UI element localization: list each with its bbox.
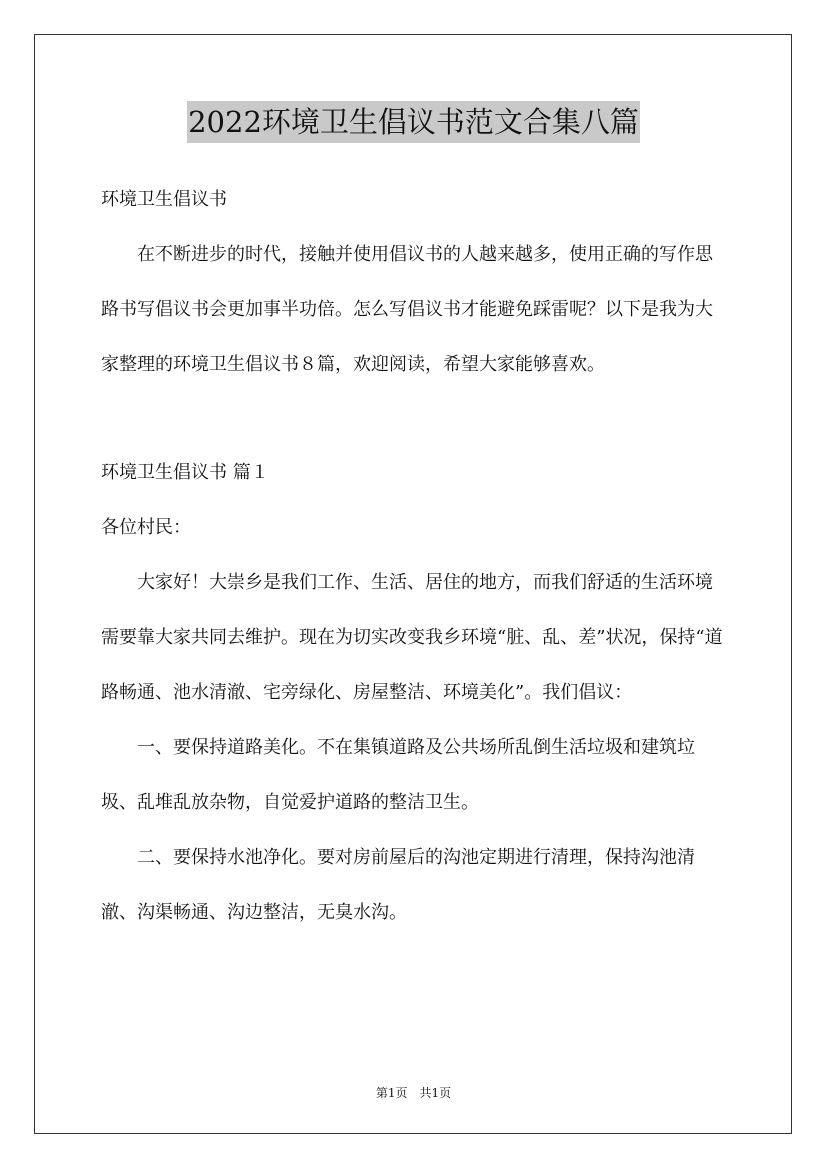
chapter-heading: 环境卫生倡议书 篇１ — [101, 462, 269, 483]
paragraph-gap — [101, 392, 727, 445]
page-footer: 第1页 共1页 — [375, 1086, 452, 1100]
body-paragraph: 二、要保持水池净化。要对房前屋后的沟池定期进行清理，保持沟池清澈、沟渠畅通、沟边整洁，无臭水沟。 — [101, 847, 695, 923]
document-title: 2022环境卫生倡议书范文合集八篇 — [187, 101, 640, 143]
intro-paragraph: 在不断进步的时代，接触并使用倡议书的人越来越多，使用正确的写作思路书写倡议书会更加事半功倍。怎么写倡议书才能避免踩雷呢？以下是我为大家整理的环境卫生倡议书８篇，欢迎阅读，希望大家能够喜欢。 — [101, 244, 713, 375]
body-paragraph: 一、要保持道路美化。不在集镇道路及公共场所乱倒生活垃圾和建筑垃圾、乱堆乱放杂物，自觉爱护道路的整洁卫生。 — [101, 737, 695, 813]
section-heading: 环境卫生倡议书 — [101, 189, 227, 210]
body-paragraph: 大家好！大崇乡是我们工作、生活、居住的地方，而我们舒适的生活环境需要靠大家共同去维护。现在为切实改变我乡环境“脏、乱、差”状况，保持“道路畅通、池水清澈、宅旁绿化、房屋整洁、环境美化”。我们倡议： — [101, 572, 723, 703]
document-body — [101, 172, 727, 940]
salutation: 各位村民： — [101, 517, 191, 538]
title-container — [0, 101, 827, 143]
